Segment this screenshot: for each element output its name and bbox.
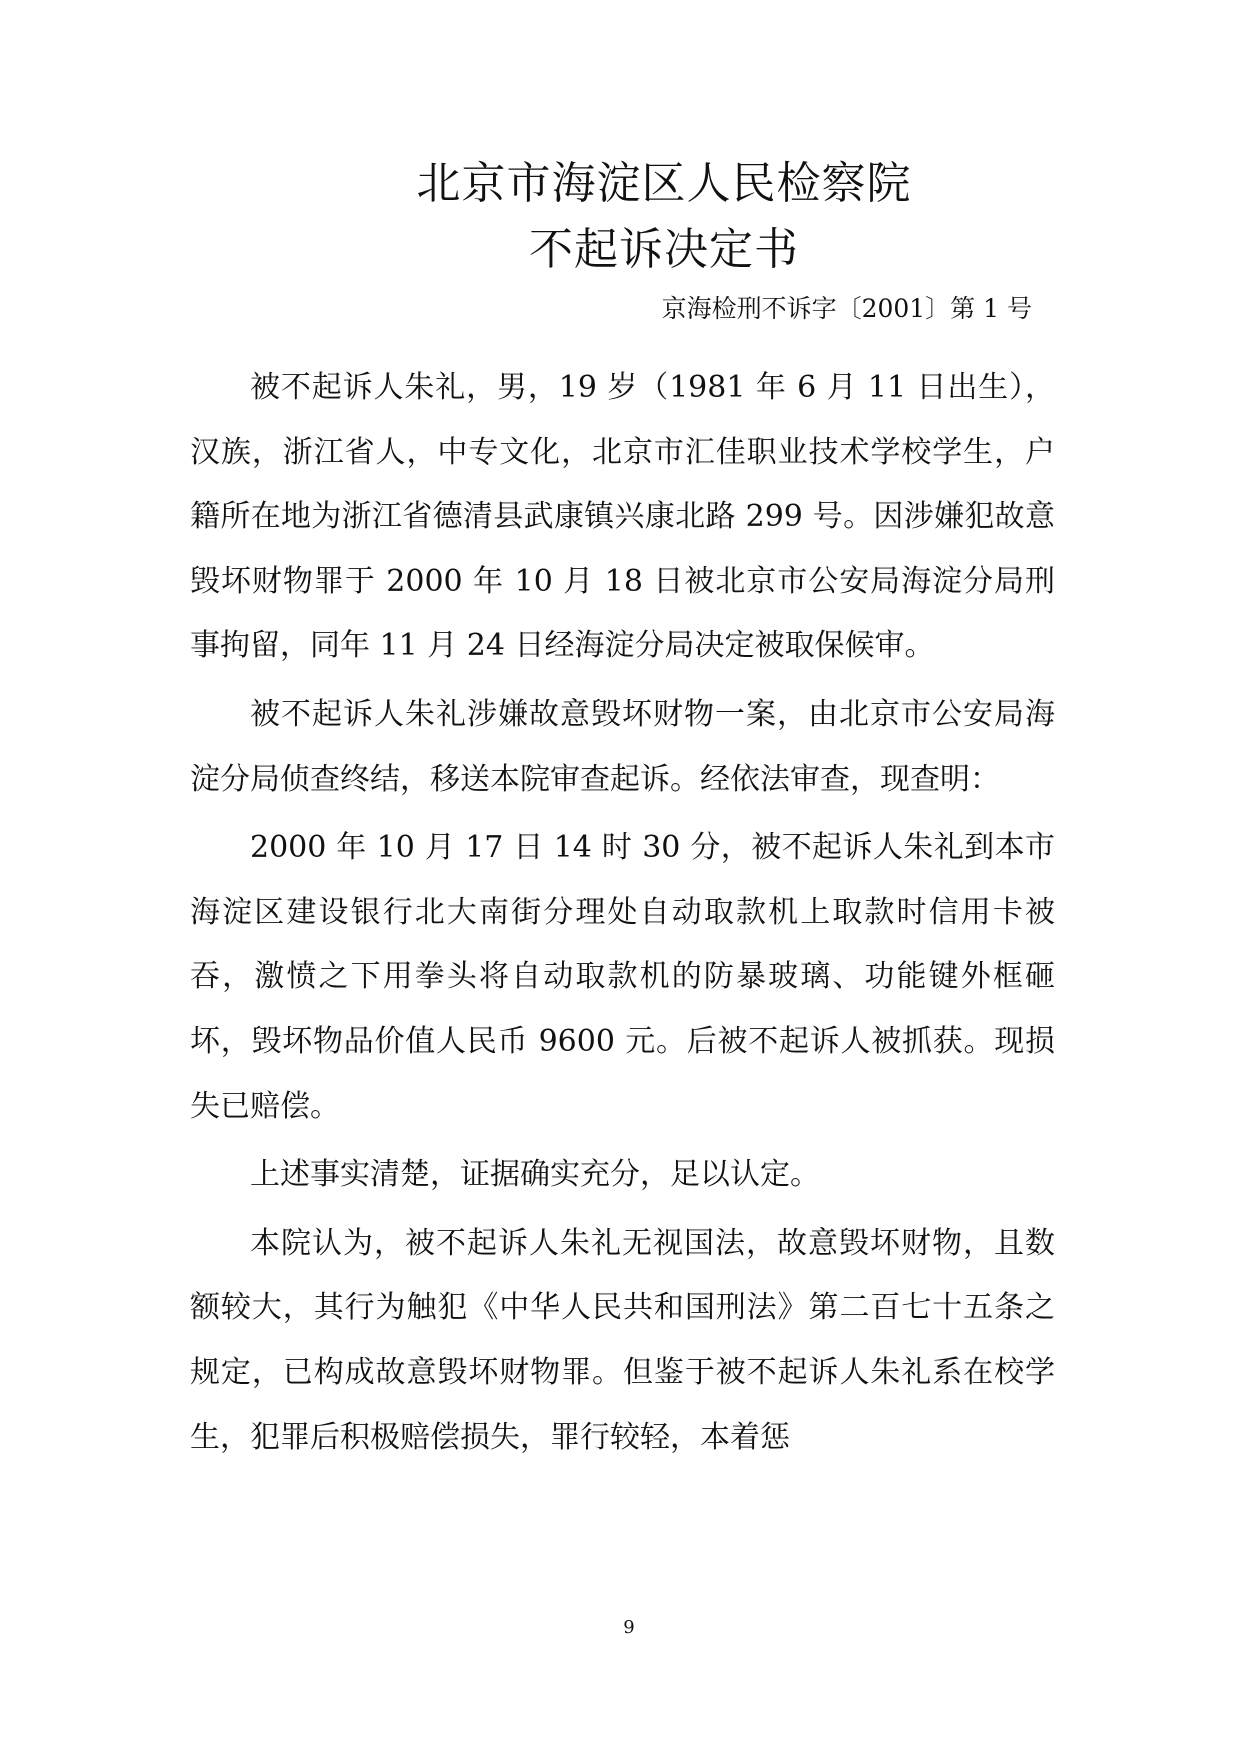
document-number: 京海检刑不诉字〔2001〕第 1 号 xyxy=(661,294,1032,323)
paragraph-court-opinion: 本院认为，被不起诉人朱礼无视国法，故意毁坏财物，且数额较大，其行为触犯《中华人民共和国刑法》第二百七十五条之规定，已构成故意毁坏财物罪。但鉴于被不起诉人朱礼系在校学生，犯罪后积极赔偿损失，罪行较轻，本着惩 xyxy=(190,1225,1055,1455)
document-title-line2: 不起诉决定书 xyxy=(529,224,799,275)
document-title-line1: 北京市海淀区人民检察院 xyxy=(416,158,912,209)
paragraph-defendant-info: 被不起诉人朱礼，男，19 岁（1981 年 6 月 11 日出生），汉族，浙江省人，中专文化，北京市汇佳职业技术学校学生，户籍所在地为浙江省德清县武康镇兴康北路 299 号。因涉嫌犯故意毁坏财物罪于 2000 年 10 月 18 日被北京市公安局海淀分局刑事拘留，同年 11 月 24 日经海淀分局决定被取保候审。 xyxy=(190,370,1055,664)
page-number: 9 xyxy=(623,1617,635,1638)
paragraph-case-transfer: 被不起诉人朱礼涉嫌故意毁坏财物一案，由北京市公安局海淀分局侦查终结，移送本院审查起诉。经依法审查，现查明： xyxy=(190,696,1055,797)
paragraph-evidence: 上述事实清楚，证据确实充分，足以认定。 xyxy=(250,1157,820,1193)
document-body xyxy=(190,356,1055,1470)
paragraph-facts: 2000 年 10 月 17 日 14 时 30 分，被不起诉人朱礼到本市海淀区建设银行北大南街分理处自动取款机上取款时信用卡被吞，激愤之下用拳头将自动取款机的防暴玻璃、功能键外框砸坏，毁坏物品价值人民币 9600 元。后被不起诉人被抓获。现损失已赔偿。 xyxy=(190,830,1055,1124)
